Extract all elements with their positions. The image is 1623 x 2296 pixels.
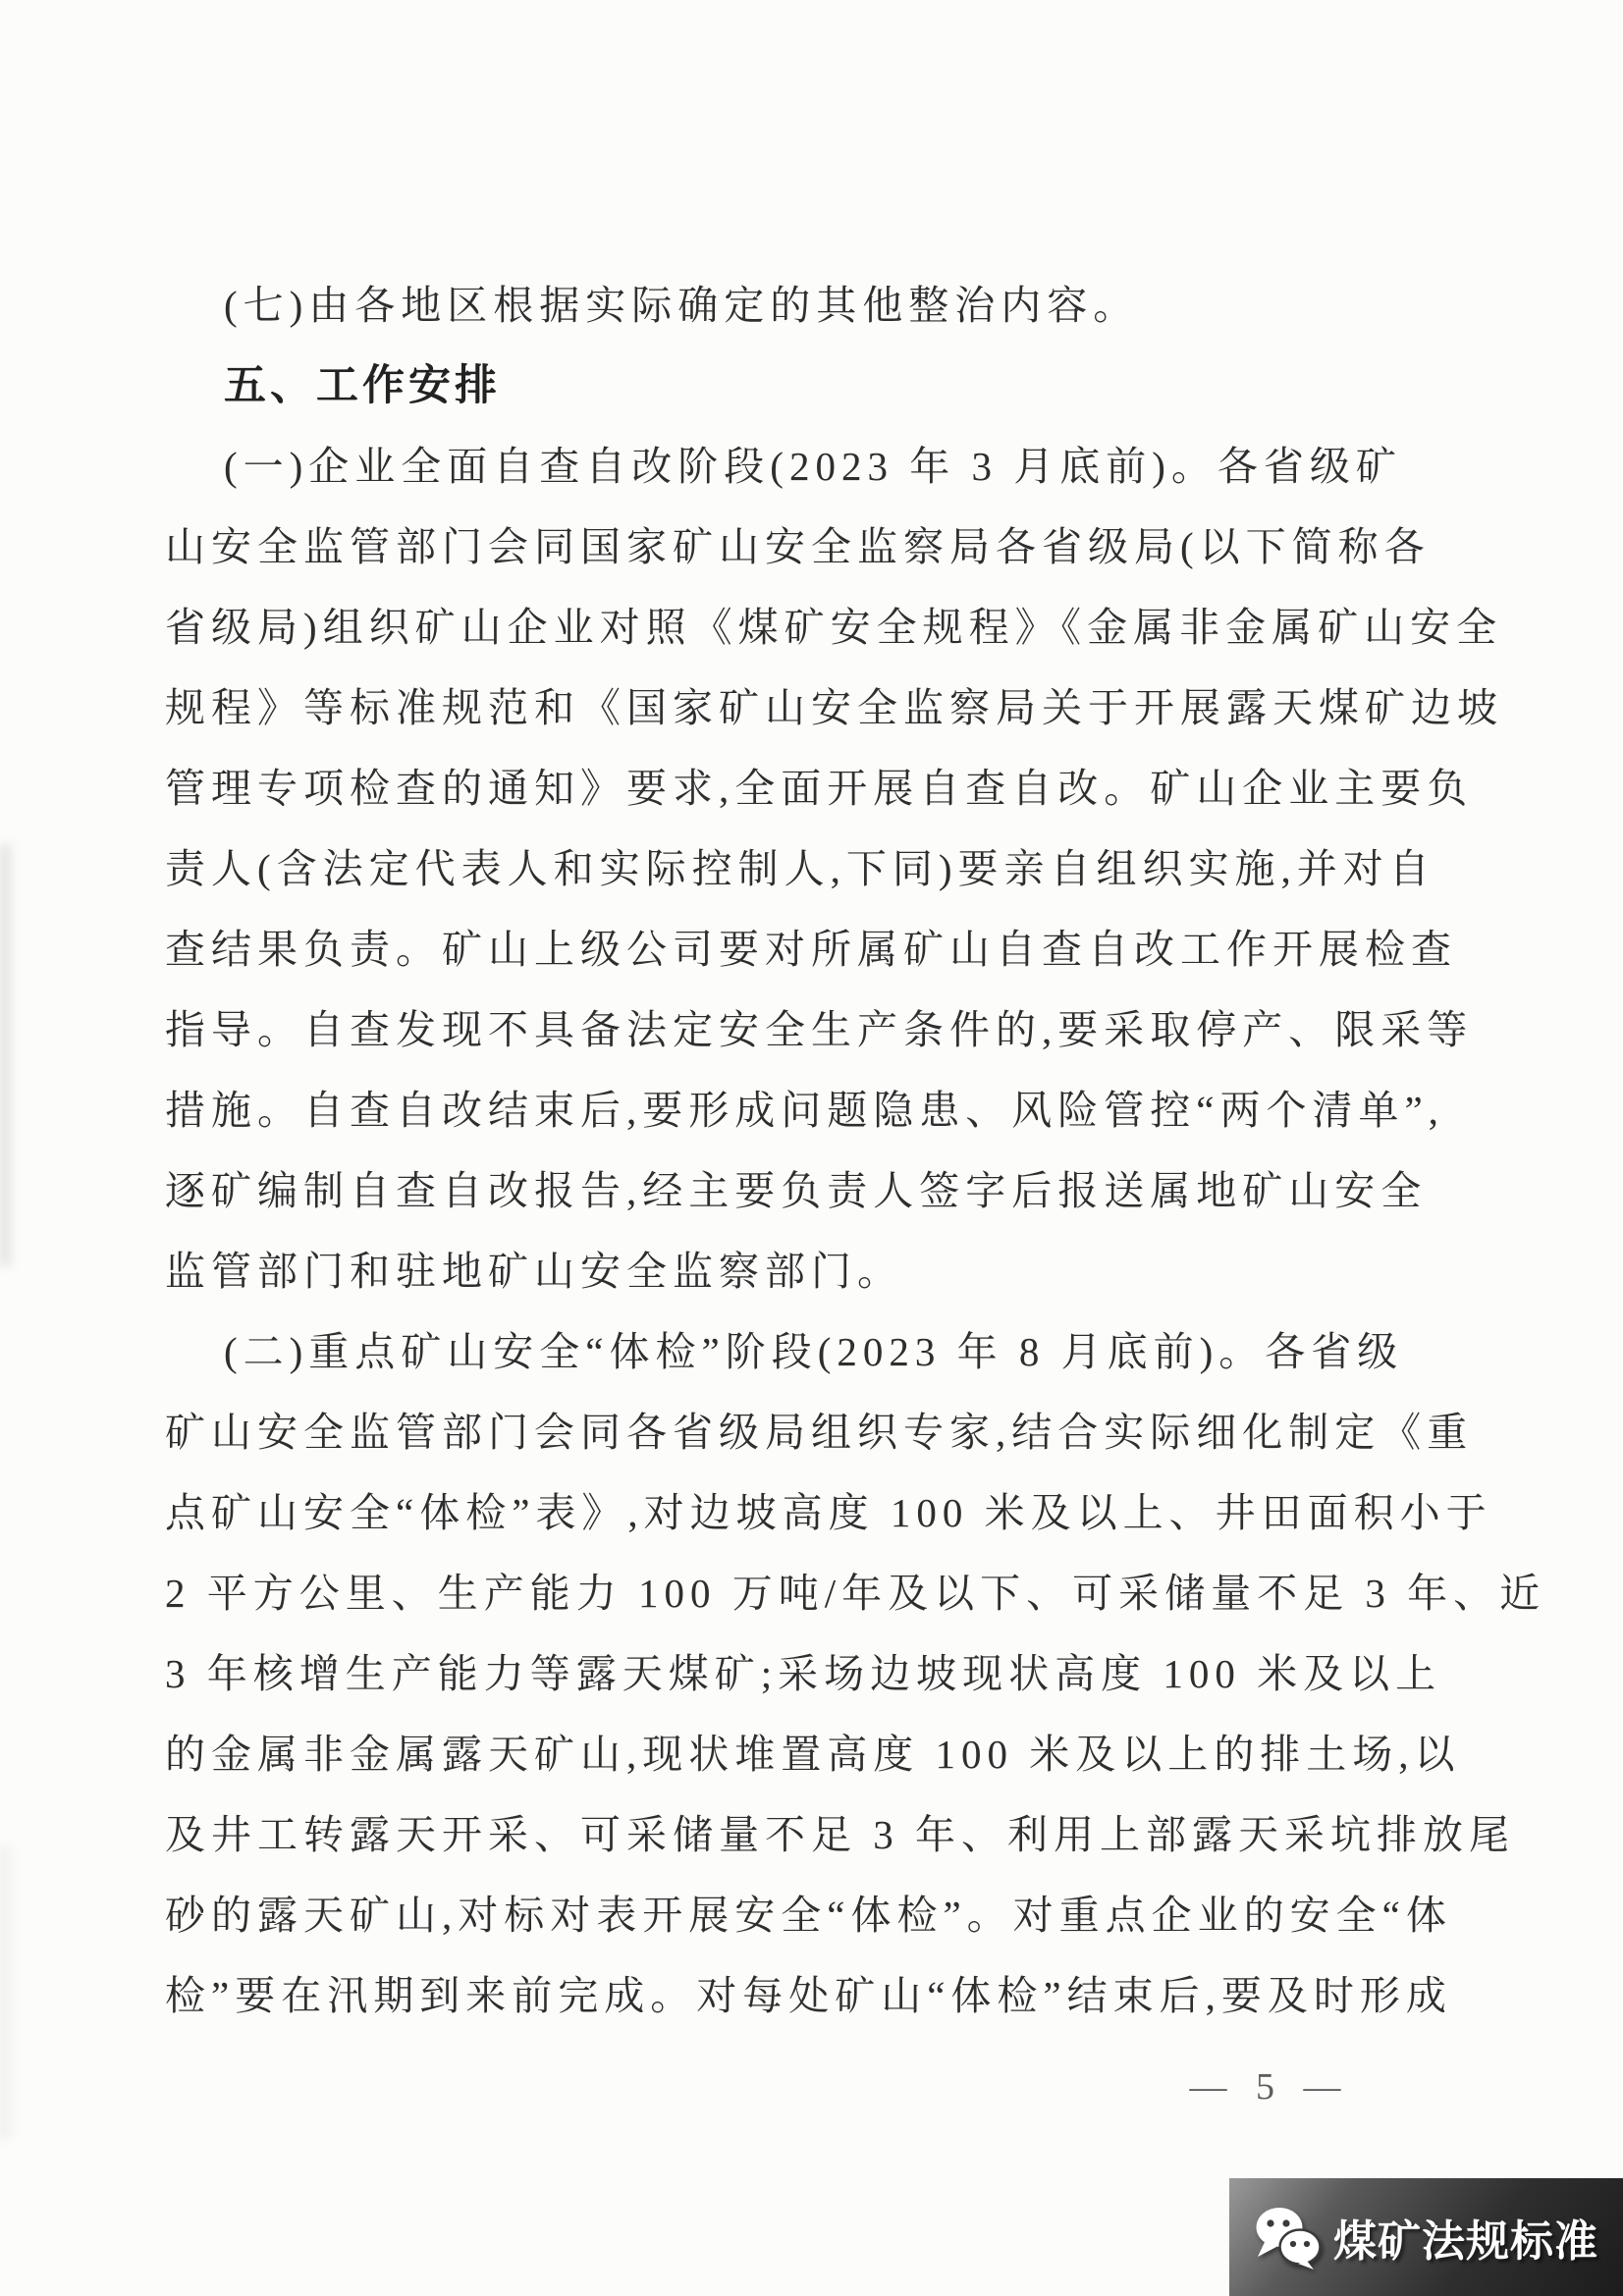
- document-line: 五、工作安排: [224, 362, 501, 409]
- document-line: 指导。自查发现不具备法定安全生产条件的,要采取停产、限采等: [165, 1007, 1474, 1052]
- document-line: 监管部门和驻地矿山安全监察部门。: [165, 1249, 903, 1294]
- document-line: 省级局)组织矿山企业对照《煤矿安全规程》《金属非金属矿山安全: [165, 605, 1503, 650]
- document-line: 的金属非金属露天矿山,现状堆置高度 100 米及以上的排土场,以: [165, 1732, 1461, 1777]
- document-line: 砂的露天矿山,对标对表开展安全“体检”。对重点企业的安全“体: [165, 1893, 1452, 1938]
- document-line: 2 平方公里、生产能力 100 万吨/年及以下、可采储量不足 3 年、近: [165, 1571, 1546, 1616]
- scan-artifact: [0, 844, 16, 1266]
- document-line: 查结果负责。矿山上级公司要对所属矿山自查自改工作开展检查: [165, 927, 1457, 972]
- document-line: (一)企业全面自查自改阶段(2023 年 3 月底前)。各省级矿: [224, 444, 1402, 489]
- document-line: 及井工转露天开采、可采储量不足 3 年、利用上部露天采坑排放尾: [165, 1812, 1515, 1857]
- document-line: 措施。自查自改结束后,要形成问题隐患、风险管控“两个清单”,: [165, 1088, 1444, 1133]
- document-line: 3 年核增生产能力等露天煤矿;采场边坡现状高度 100 米及以上: [165, 1651, 1442, 1696]
- document-line: (七)由各地区根据实际确定的其他整治内容。: [224, 283, 1140, 328]
- watermark-label: 煤矿法规标准: [1333, 2217, 1598, 2266]
- document-line: (二)重点矿山安全“体检”阶段(2023 年 8 月底前)。各省级: [224, 1329, 1404, 1374]
- wechat-icon: [1253, 2204, 1324, 2270]
- document-line: 山安全监管部门会同国家矿山安全监察局各省级局(以下简称各: [165, 524, 1431, 569]
- document-line: 规程》等标准规范和《国家矿山安全监察局关于开展露天煤矿边坡: [165, 685, 1503, 730]
- text-block: [165, 265, 1546, 2036]
- document-line: 矿山安全监管部门会同各省级局组织专家,结合实际细化制定《重: [165, 1410, 1474, 1455]
- document-line: 管理专项检查的通知》要求,全面开展自查自改。矿山企业主要负: [165, 766, 1474, 811]
- document-line: 检”要在汛期到来前完成。对每处矿山“体检”结束后,要及时形成: [165, 1973, 1452, 2018]
- document-line: 责人(含法定代表人和实际控制人,下同)要亲自组织实施,并对自: [165, 846, 1435, 891]
- watermark-badge: [1229, 2178, 1623, 2296]
- scan-artifact: [0, 1845, 16, 2140]
- document-line: 点矿山安全“体检”表》,对边坡高度 100 米及以上、井田面积小于: [165, 1490, 1492, 1535]
- page-number: — 5 —: [1189, 2066, 1344, 2108]
- document-line: 逐矿编制自查自改报告,经主要负责人签字后报送属地矿山安全: [165, 1168, 1428, 1213]
